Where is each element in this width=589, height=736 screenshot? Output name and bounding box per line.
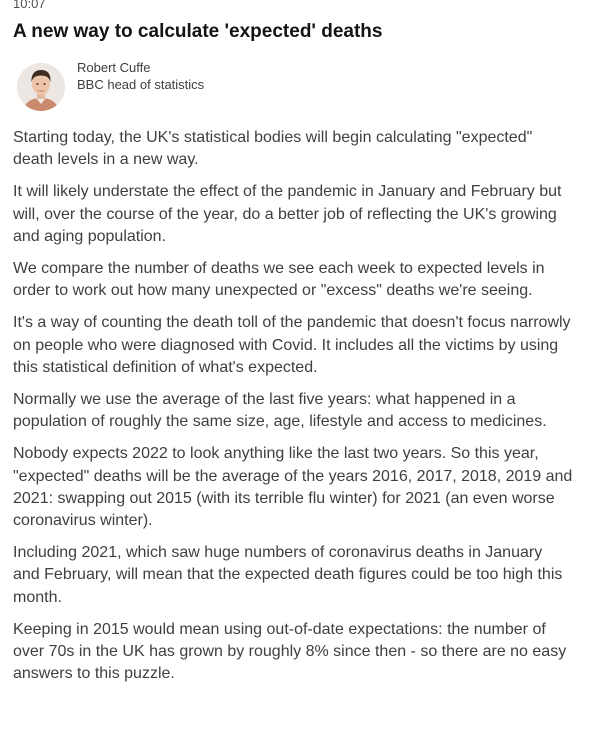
paragraph: Nobody expects 2022 to look anything like the last two years. So this year, "expected" deaths will be the average of the years 2016, 2017, 2018, 2019 and 2021: swapping out 2015 (with its terrible flu winter) for 2021 (an even worse coronavirus winter). (13, 445, 573, 530)
paragraph: Starting today, the UK's statistical bodies will begin calculating "expected" death levels in a new way. (13, 129, 533, 169)
entry-timestamp: 10:07 (13, 0, 46, 11)
author-photo-icon (17, 63, 65, 111)
paragraph: Including 2021, which saw huge numbers of coronavirus deaths in January and February, will mean that the expected death figures could be too high this month. (13, 544, 563, 606)
paragraph: It's a way of counting the death toll of the pandemic that doesn't focus narrowly on people who were diagnosed with Covid. It includes all the victims by using this statistical definition of what's expected. (13, 314, 571, 376)
author-name: Robert Cuffe (77, 60, 151, 75)
paragraph: Keeping in 2015 would mean using out-of-date expectations: the number of over 70s in the UK has grown by roughly 8% since then - so there are no easy answers to this puzzle. (13, 620, 567, 683)
paragraph: Normally we use the average of the last five years: what happened in a population of roughly the same size, age, lifestyle and access to medicines. (13, 391, 547, 431)
article-headline: A new way to calculate 'expected' deaths (13, 21, 383, 42)
author-avatar (17, 63, 65, 111)
article-body (13, 127, 573, 695)
author-role: BBC head of statistics (77, 77, 205, 92)
paragraph: We compare the number of deaths we see each week to expected levels in order to work out how many unexpected or "excess" deaths we're seeing. (13, 260, 545, 300)
paragraph: It will likely understate the effect of the pandemic in January and February but will, over the course of the year, do a better job of reflecting the UK's growing and aging population. (13, 183, 562, 245)
